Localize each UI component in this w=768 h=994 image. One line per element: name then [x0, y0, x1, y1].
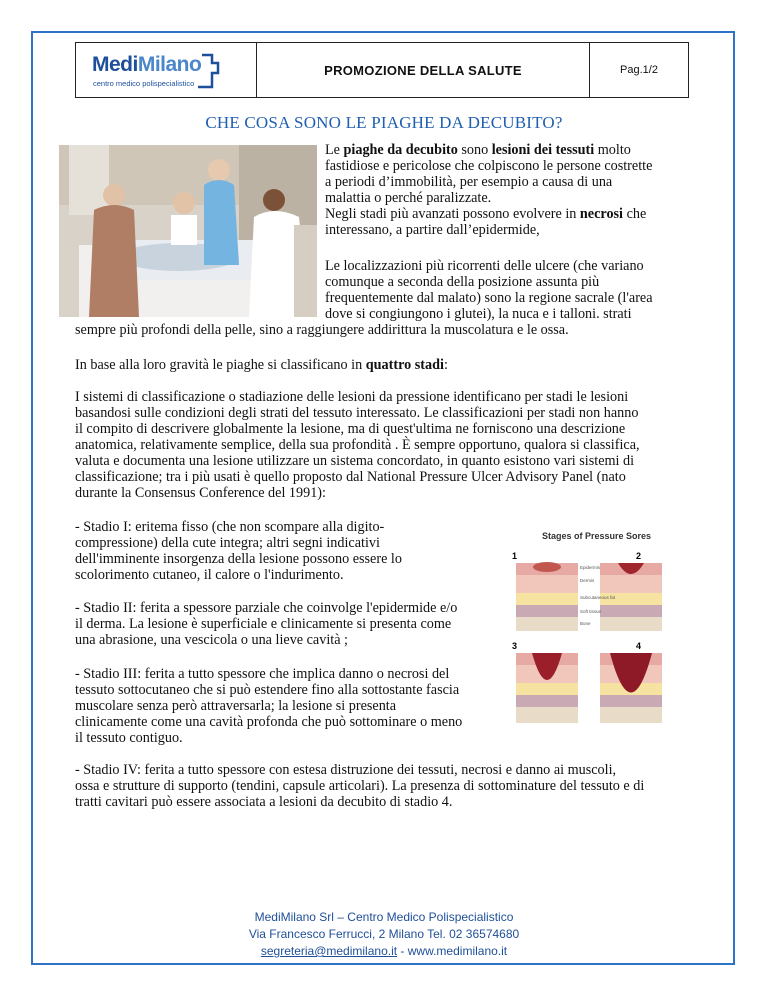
- intro-text: molto: [594, 142, 631, 158]
- intro-text: che: [623, 206, 647, 222]
- stage-1-line: scolorimento cutaneo, il calore o l'indurimento.: [75, 567, 344, 583]
- stage-3-line: tessuto sottocutaneo che si può estendere fino alla sottostante fascia: [75, 682, 460, 698]
- localization-line: comunque a seconda della posizione assunta più: [325, 274, 600, 290]
- layer-label-soft-tissue: Soft tissue: [580, 609, 602, 614]
- localization-full-line: sempre più profondi della pelle, sino a raggiungere addirittura la muscolatura e le ossa.: [75, 322, 569, 338]
- stage-4-line: - Stadio IV: ferita a tutto spessore con estesa distruzione dei tessuti, necrosi e danno ai muscoli,: [75, 762, 617, 778]
- layer-label-dermis: Dermis: [580, 578, 595, 583]
- classification-paragraph: [75, 389, 715, 501]
- diagram-number-2: 2: [636, 551, 642, 561]
- stage-2-paragraph: [75, 600, 505, 648]
- localization-line: frequentemente dal malato) sono la regione sacrale (l'area: [325, 290, 653, 306]
- intro-line: interessano, a partire dall’epidermide,: [325, 222, 540, 238]
- intro-text: sono: [457, 142, 492, 158]
- footer-email-link[interactable]: segreteria@medimilano.it: [260, 944, 398, 958]
- stage-4-line: tratti cavitari può essere associata a lesioni da decubito di stadio 4.: [75, 794, 453, 810]
- stages-intro-text: :: [443, 357, 448, 373]
- footer-company: MediMilano Srl – Centro Medico Polispecialistico: [254, 910, 514, 924]
- footer-address: Via Francesco Ferrucci, 2 Milano Tel. 02 36574680: [248, 927, 520, 941]
- logo-tagline: centro medico polispecialistico: [93, 79, 195, 88]
- stage-1-paragraph: [75, 519, 505, 583]
- layer-label-fat: Subcutaneous fat: [580, 595, 616, 600]
- stage-2-line: - Stadio II: ferita a spessore parziale che coinvolge l'epidermide e/o: [75, 600, 458, 616]
- diagram-number-4: 4: [636, 641, 642, 651]
- stage-3-paragraph: [75, 666, 505, 746]
- stage-3-line: il tessuto contiguo.: [75, 730, 183, 746]
- intro-line-1: [325, 142, 705, 158]
- logo: [76, 43, 257, 97]
- document-title: CHE COSA SONO LE PIAGHE DA DECUBITO?: [205, 113, 563, 132]
- classification-line: basandosi sulle condizioni degli strati del tessuto interessato. Le classificazioni per stadi non hanno: [75, 405, 639, 421]
- stages-intro-bold: quattro stadi: [365, 357, 444, 373]
- intro-text: Le: [325, 142, 344, 158]
- document-header: [75, 42, 689, 98]
- intro-paragraph: [325, 142, 705, 238]
- stage-1-line: dell'imminente insorgenza della lesione possono essere lo: [75, 551, 402, 567]
- section-title: PROMOZIONE DELLA SALUTE: [257, 43, 590, 97]
- stage-1-illustration: [516, 562, 578, 631]
- intro-line: malattia o perché paralizzate.: [325, 190, 492, 206]
- intro-line: fastidiose e pericolose che colpiscono le persone costrette: [325, 158, 653, 174]
- classification-line: anatomica, relativamente semplice, della sua profondità . È sempre opportuno, qualora si classifica,: [75, 437, 640, 453]
- stage-1-line: compressione) della cute integra; altri segni indicativi: [75, 535, 380, 551]
- necrosis-line: [325, 206, 705, 222]
- classification-line: il compito di descrivere globalmente la lesione, ma di quest'ultima ne forniscono una descrizione: [75, 421, 626, 437]
- stage-3-line: - Stadio III: ferita a tutto spessore che implica danno o necrosi del: [75, 666, 450, 682]
- classification-line: I sistemi di classificazione o stadiazione delle lesioni da pressione identificano per stadi le lesioni: [75, 389, 629, 405]
- classification-line: durante la Consensus Conference del 1991):: [75, 485, 326, 501]
- stage-3-illustration: [516, 653, 578, 723]
- intro-bold-term: piaghe da decubito: [343, 142, 458, 158]
- intro-text: Negli stadi più avanzati possono evolvere in: [325, 206, 580, 222]
- layer-label-bone: Bone: [580, 621, 591, 626]
- pressure-sores-diagram: [510, 527, 667, 730]
- logo-medi-text: Medi: [92, 53, 138, 76]
- stage-2-line: una abrasione, una vescicola o una lieve cavità ;: [75, 632, 348, 648]
- localization-line: Le localizzazioni più ricorrenti delle ulcere (che variano: [325, 258, 644, 274]
- logo-wordmark: [92, 53, 201, 77]
- diagram-number-3: 3: [512, 641, 518, 651]
- footer-website[interactable]: www.medimilano.it: [407, 944, 508, 958]
- logo-milano-text: Milano: [137, 53, 202, 76]
- footer-separator: -: [397, 944, 408, 958]
- layer-label-epidermis: Epidermis: [580, 565, 601, 570]
- stage-4-line: ossa e strutture di supporto (tendini, capsule articolari). La presenza di sottominature del tessuto e di: [75, 778, 645, 794]
- intro-bold-term: lesioni dei tessuti: [491, 142, 595, 158]
- stage-4-paragraph: [75, 762, 715, 810]
- stage-1-line: - Stadio I: eritema fisso (che non scompare alla digito-: [75, 519, 385, 535]
- stage-3-line: clinicamente come una cavità profonda che può sottominare o meno: [75, 714, 463, 730]
- intro-bold-term: necrosi: [579, 206, 624, 222]
- stage-3-line: muscolare senza però attraversarla; la lesione si presenta: [75, 698, 397, 714]
- classification-line: classificazione; tra i più usati è quello proposto dal National Pressure Ulcer Advisory Panel (nato: [75, 469, 626, 485]
- localization-paragraph: [325, 258, 705, 322]
- document-footer: [0, 909, 768, 960]
- page-indicator: Pag.1/2: [620, 64, 658, 76]
- stages-intro-text: In base alla loro gravità le piaghe si classificano in: [75, 357, 366, 373]
- intro-line: a periodi d’immobilità, per esempio a causa di una: [325, 174, 613, 190]
- hospital-patient-photo: [59, 145, 317, 317]
- footer-contacts: [0, 943, 768, 960]
- stage-4-illustration: [600, 653, 662, 723]
- stages-intro: [75, 357, 715, 373]
- diagram-number-1: 1: [512, 551, 518, 561]
- classification-line: valuta e documenta una lesione utilizzare un sistema concordato, in quanto esistono vari sistemi di: [75, 453, 635, 469]
- stage-2-line: il derma. La lesione è superficiale e clinicamente si presenta come: [75, 616, 452, 632]
- diagram-title: Stages of Pressure Sores: [542, 531, 652, 541]
- localization-line: dove si congiungono i glutei), la nuca e i talloni. strati: [325, 306, 632, 322]
- logo-cross-icon: [194, 53, 220, 89]
